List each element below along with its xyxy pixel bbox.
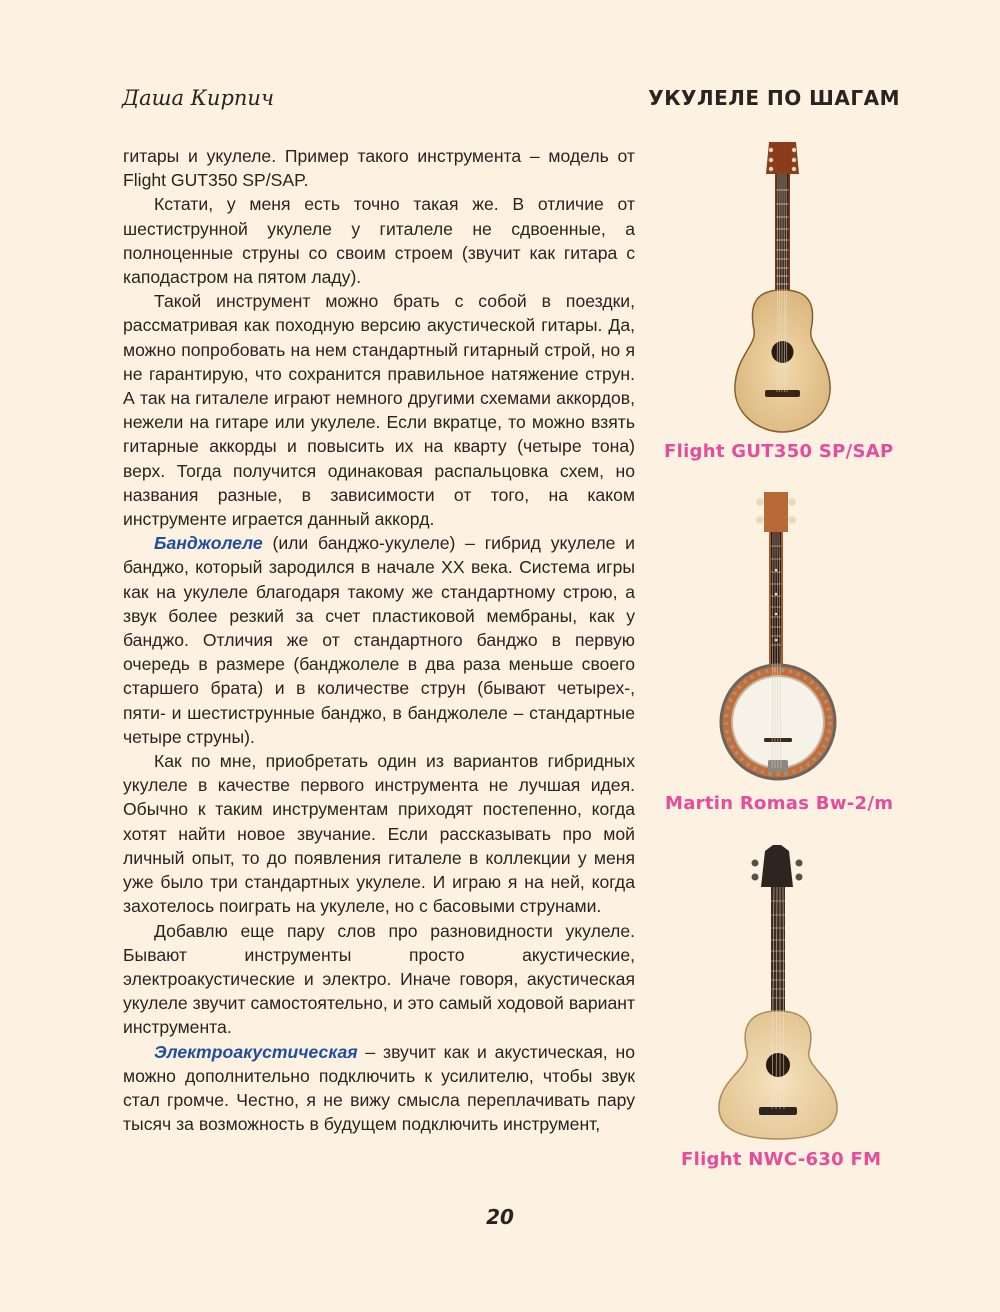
paragraph-text: – звучит как и акустическая, но можно дополнительно подключить к усилителю, чтобы звук стал громче. Честно, я не вижу смысла переплачивать пару тысяч за возможность в будущем подключить инструмент,	[123, 1041, 635, 1135]
paragraph: Кстати, у меня есть точно такая же. В отличие от шестиструнной укулеле у гиталеле не сдвоенные, а полноценные струны со своим строем (звучит как гитара с каподастром на пятом ладу).	[123, 194, 635, 288]
ukulele-icon	[713, 843, 847, 1141]
figure-caption: Martin Romas Bw-2/m	[665, 793, 894, 814]
paragraph-banjolele	[123, 531, 635, 749]
paragraph-text: (или банджо-укулеле) – гибрид укулеле и банджо, который зародился в начале XX века. Система игры как на укулеле благодаря такому же стандартному строю, а звук более резкий за счет пластиковой мембраны, как у банджо. Отличия же от стандартного банджо в первую очередь в размере (банджолеле в два раза меньше своего старшего брата) и в количестве струн (бывают четырех-, пяти- и шестиструнные банджо, в банджолеле – стандартные четыре струны).	[123, 533, 635, 747]
paragraph: Такой инструмент можно брать с собой в поездки, рассматривая как походную версию акустической гитары. Да, можно попробовать на нем стандартный гитарный строй, но я не гарантирую, что сохранится правильное натяжение струн. А так на гиталеле играют немного другими схемами аккордов, нежели на гитаре или укулеле. Если вкратце, то можно взять гитарные аккорды и повысить их на кварту (четыре тона) верх. Тогда получится одинаковая распальцовка схем, но названия разные, в зависимости от того, на каком инструменте играется данный аккорд.	[123, 291, 635, 530]
banjolele-icon	[716, 490, 842, 782]
figure-caption: Flight GUT350 SP/SAP	[664, 441, 894, 462]
header-book-title: УКУЛЕЛЕ ПО ШАГАМ	[648, 86, 900, 110]
page-number: 20	[486, 1205, 514, 1229]
guitalele-icon	[725, 140, 840, 435]
paragraph-electroacoustic	[123, 1040, 635, 1137]
paragraph: Добавлю еще пару слов про разновидности укулеле. Бывают инструменты просто акустические, электроакустические и электро. Иначе говоря, акустическая укулеле звучит самостоятельно, и это самый ходовой вариант инструмента.	[123, 920, 635, 1038]
term-electroacoustic: Электроакустическая	[154, 1041, 358, 1062]
paragraph: гитары и укулеле. Пример такого инструмента – модель от Flight GUT350 SP/SAP.	[123, 146, 635, 191]
header-author: Даша Кирпич	[122, 86, 275, 110]
main-text	[123, 144, 635, 1136]
term-banjolele: Банджолеле	[154, 533, 263, 554]
paragraph: Как по мне, приобретать один из вариантов гибридных укулеле в качестве первого инструмента не лучшая идея. Обычно к таким инструментам приходят постепенно, когда хотят найти новое звучание. Если рассказывать про мой личный опыт, то до появления гиталеле в коллекции у меня уже было три стандартных укулеле. И играю я на ней, когда захотелось поиграть на укулеле, но с басовыми струнами.	[123, 751, 635, 917]
figure-caption: Flight NWC-630 FM	[681, 1149, 882, 1170]
